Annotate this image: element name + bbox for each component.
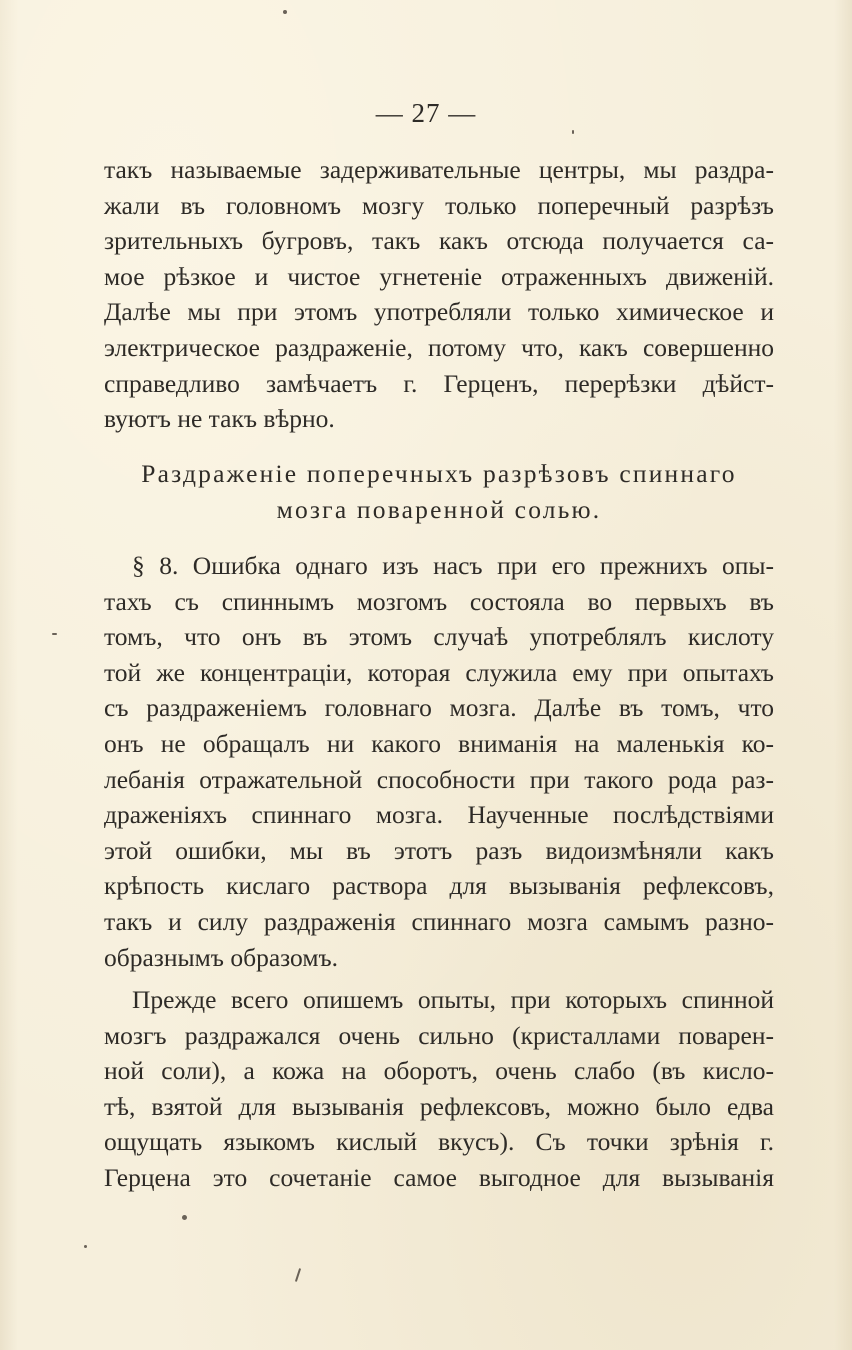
text-line: Герцена это сочетаніе самое выгодное для вызыванія [104,1162,774,1192]
text-line: съ раздраженіемъ головнаго мозга. Далѣе въ томъ, что [104,693,774,723]
text-line: зрительныхъ бугровъ, такъ какъ отсюда получается са- [104,226,774,256]
section-heading [104,456,774,528]
text-line: Далѣе мы при этомъ употребляли только химическое и [104,297,774,327]
paragraph-experiments [104,982,774,1196]
text-line: вуютъ не такъ вѣрно. [104,404,335,434]
text-line: тахъ съ спиннымъ мозгомъ состояла во первыхъ въ [104,586,774,616]
text-line: образнымъ образомъ. [104,942,339,972]
text-line: Прежде всего опишемъ опыты, при которыхъ спинной [132,985,774,1014]
paragraph-section-8 [104,548,774,975]
text-line: справедливо замѣчаетъ г. Герценъ, перерѣзки дѣйст- [104,368,774,398]
text-line: лебанія отражательной способности при такого рода раз- [104,764,774,794]
ink-speck [84,1245,87,1248]
text-line: этой ошибки, мы въ этотъ разъ видоизмѣняли какъ [104,835,774,865]
text-line: томъ, что онъ въ этомъ случаѣ употреблялъ кислоту [104,622,774,652]
text-line: такъ называемые задерживательные центры, мы раздра- [104,155,774,184]
text-line: крѣпость кислаго раствора для вызыванія рефлексовъ, [104,871,774,901]
paragraph-continuation [104,152,774,437]
text-line: той же концентраціи, которая служила ему при опытахъ [104,657,774,687]
text-line: онъ не обращалъ ни какого вниманія на маленькія ко- [104,728,774,758]
text-line: мое рѣзкое и чистое угнетеніе отраженныхъ движеній. [104,261,774,291]
text-line: такъ и силу раздраженія спиннаго мозга самымъ разно- [104,906,774,936]
text-line: ощущать языкомъ кислый вкусъ). Съ точки зрѣнія г. [104,1127,774,1157]
heading-line: мозга поваренной солью. [276,495,602,524]
ink-speck [295,1268,301,1282]
page-number: — 27 — [375,98,477,128]
ink-speck [283,10,287,14]
ink-speck [52,633,57,635]
text-line: тѣ, взятой для вызыванія рефлексовъ, можно было едва [104,1091,774,1121]
text-line: электрическое раздраженіе, потому что, какъ совершенно [104,332,774,362]
heading-line: Раздраженіе поперечныхъ разрѣзовъ спиннаго [141,459,737,488]
text-line: § 8. Ошибка однаго изъ насъ при его прежнихъ опы- [132,551,774,580]
text-line: жали въ головномъ мозгу только поперечный разрѣзъ [104,190,774,220]
text-line: ной соли), а кожа на оборотъ, очень слабо (въ кисло- [104,1056,774,1086]
text-line: драженіяхъ спиннаго мозга. Наученные послѣдствіями [104,800,774,830]
ink-speck [182,1215,187,1220]
ink-speck [572,130,574,134]
text-line: мозгъ раздражался очень сильно (кристаллами поварен- [104,1020,774,1050]
